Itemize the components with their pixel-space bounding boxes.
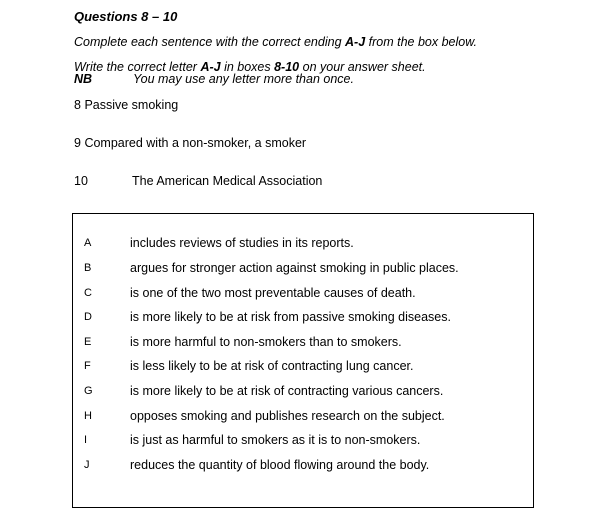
question-text: Passive smoking bbox=[84, 98, 179, 112]
question-9 bbox=[74, 136, 306, 150]
option-c bbox=[73, 286, 533, 306]
option-text: opposes smoking and publishes research on the subject. bbox=[130, 409, 445, 423]
option-letter: B bbox=[84, 262, 92, 274]
option-text: is one of the two most preventable causes of death. bbox=[130, 286, 416, 300]
question-number: 8 bbox=[74, 98, 81, 112]
instruction-line-2: Write the correct letter A-J in boxes 8-10 on your answer sheet. bbox=[74, 60, 426, 74]
option-text: is less likely to be at risk of contracting lung cancer. bbox=[130, 359, 414, 373]
option-letter: G bbox=[84, 385, 93, 397]
option-letter: D bbox=[84, 311, 92, 323]
option-h bbox=[73, 409, 533, 429]
option-text: reduces the quantity of blood flowing around the body. bbox=[130, 458, 430, 472]
option-letter: J bbox=[84, 459, 90, 471]
option-letter: I bbox=[84, 434, 88, 446]
question-number: 10 bbox=[74, 174, 88, 188]
question-number: 9 bbox=[74, 136, 81, 150]
option-letter: F bbox=[84, 360, 91, 372]
option-letter: E bbox=[84, 336, 92, 348]
options-box bbox=[72, 213, 534, 508]
option-a bbox=[73, 236, 533, 256]
option-b bbox=[73, 261, 533, 281]
option-letter: C bbox=[84, 287, 92, 299]
option-letter: H bbox=[84, 410, 92, 422]
option-letter: A bbox=[84, 237, 92, 249]
question-8 bbox=[74, 98, 178, 112]
option-text: is more likely to be at risk from passive smoking diseases. bbox=[130, 310, 451, 324]
option-text: is more likely to be at risk of contracting various cancers. bbox=[130, 384, 444, 398]
option-text: argues for stronger action against smoking in public places. bbox=[130, 261, 459, 275]
question-text: Compared with a non-smoker, a smoker bbox=[84, 136, 307, 150]
option-d bbox=[73, 310, 533, 330]
option-g bbox=[73, 384, 533, 404]
instruction-line-1: Complete each sentence with the correct ending A-J from the box below. bbox=[74, 35, 478, 49]
question-text: The American Medical Association bbox=[132, 174, 323, 188]
option-e bbox=[73, 335, 533, 355]
option-i bbox=[73, 433, 533, 453]
option-j bbox=[73, 458, 533, 478]
nb-label: NB bbox=[74, 72, 93, 86]
option-text: is just as harmful to smokers as it is to non-smokers. bbox=[130, 433, 421, 447]
nb-note: You may use any letter more than once. bbox=[133, 72, 354, 86]
option-f bbox=[73, 359, 533, 379]
question-10 bbox=[74, 174, 323, 188]
section-title: Questions 8 – 10 bbox=[74, 9, 178, 24]
option-text: includes reviews of studies in its reports. bbox=[130, 236, 354, 250]
option-text: is more harmful to non-smokers than to smokers. bbox=[130, 335, 402, 349]
